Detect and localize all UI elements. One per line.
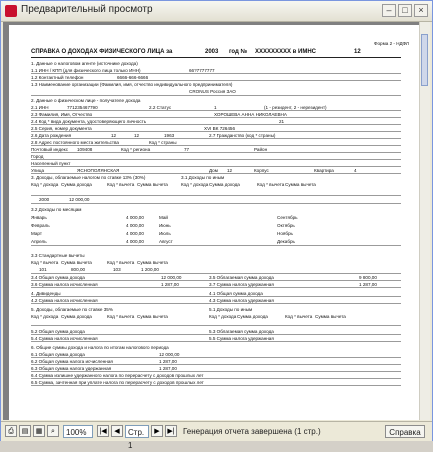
s5-col-deduction-sum: Сумма вычета: [137, 314, 168, 319]
s5-col-deduction-code: Код * вычета: [107, 314, 135, 319]
col-deduction-sum-2: Сумма вычета: [285, 182, 316, 187]
month-label: Январь: [31, 215, 47, 220]
s5-5-label: 5.5 Сумма налога удержанная: [209, 336, 274, 341]
col-deduction-sum: Сумма вычета: [137, 182, 168, 187]
std-col-sum: Сумма вычета: [61, 260, 92, 265]
s5-col-income-code: Код * дохода: [31, 314, 59, 319]
form-rule: [31, 325, 401, 326]
form-rule: [31, 357, 401, 358]
form-code: Форма 2 - НДФЛ: [374, 41, 409, 46]
help-button[interactable]: Справка: [385, 425, 425, 438]
settlement-label: Населенный пункт: [31, 161, 71, 166]
form-rule: [31, 138, 401, 139]
month-value: 4 000,00: [126, 231, 144, 236]
maximize-icon[interactable]: □: [398, 4, 412, 17]
s2-heading: 2. Данные о физическом лице - получателе дохода: [31, 98, 141, 103]
s3-4-label: 3.4 Общая сумма дохода: [31, 275, 85, 280]
std-2-code: 103: [113, 267, 121, 272]
s2-8-country: Код * страны: [149, 140, 177, 145]
std-2-sum: 1 200,00: [141, 267, 159, 272]
form-rule: [31, 245, 401, 246]
s3-6-label: 3.6 Сумма налога исчисленная: [31, 282, 98, 287]
korpus-label: Корпус: [254, 168, 269, 173]
s2-3-label: 2.3 Фамилия, Имя, Отчество: [31, 112, 93, 117]
s6-1-value: 12 000,00: [159, 352, 180, 357]
form-rule: [31, 110, 401, 111]
district-label: Район: [254, 147, 268, 152]
month-value: 4 000,00: [126, 223, 144, 228]
s2-6-year: 1963: [164, 133, 175, 138]
s5-col-income-sum-2: Сумма дохода: [237, 314, 268, 319]
s4-heading: 4. Дивиденды: [31, 291, 61, 296]
preview-viewport: [3, 22, 430, 420]
preview-toolbar: [1, 421, 432, 450]
region-label: Код * региона: [121, 147, 151, 152]
s6-2-value: 1 287,00: [159, 359, 177, 364]
s5-col-income-code-2: Код * дохода: [209, 314, 237, 319]
s2-5-value: XVI ВК 726456: [204, 126, 236, 131]
col-deduction-code-2: Код * вычета: [257, 182, 285, 187]
std-col-code: Код * вычета: [31, 260, 59, 265]
income-row-sum: 12 000,00: [69, 197, 90, 202]
s6-3-value: 1 287,00: [159, 366, 177, 371]
s4-3-label: 4.3 Сумма налога удержанная: [209, 298, 274, 303]
s5-4-label: 5.4 Сумма налога исчисленная: [31, 336, 98, 341]
s5-col-deduction-code-2: Код * вычета: [285, 314, 313, 319]
month-label: Сентябрь: [277, 215, 298, 220]
form-rule: [31, 145, 401, 146]
form-rule: [31, 117, 401, 118]
report-year: 2003: [205, 49, 219, 55]
zoom-select[interactable]: 100%: [63, 425, 93, 438]
minimize-icon[interactable]: –: [382, 4, 396, 17]
s2-7-label: 2.7 Гражданство (код * страны): [209, 133, 276, 138]
s3-1-heading: 3.1 Доходы по иным: [181, 175, 225, 180]
col-income-code-2: Код * дохода: [181, 182, 209, 187]
s6-1-label: 6.1 Общая сумма дохода: [31, 352, 85, 357]
s3-4-value: 12 000,00: [161, 275, 182, 280]
s2-2-label: 2.2 Статус: [149, 105, 172, 110]
ndfl-report: [9, 25, 419, 420]
col-income-sum: Сумма дохода: [61, 182, 92, 187]
apartment-label: Квартира: [314, 168, 334, 173]
form-rule: [31, 280, 401, 281]
form-rule: [31, 364, 401, 365]
search-icon[interactable]: ⌕: [47, 425, 59, 437]
month-label: Май: [159, 215, 168, 220]
report-title: СПРАВКА О ДОХОДАХ ФИЗИЧЕСКОГО ЛИЦА за: [31, 49, 173, 55]
window-title: Предварительный просмотр: [21, 4, 153, 15]
form-rule: [31, 124, 401, 125]
s2-2-value: 1: [214, 105, 217, 110]
std-1-sum: 800,00: [71, 267, 86, 272]
title-bar: [1, 1, 432, 22]
col-deduction-code: Код * вычета: [107, 182, 135, 187]
report-page: [9, 25, 419, 420]
form-rule: [31, 195, 401, 196]
s4-2-label: 4.2 Сумма налога исчисленная: [31, 298, 98, 303]
last-page-icon[interactable]: ▶|: [165, 425, 177, 437]
s1-2-label: 1.2 Контактный телефон: [31, 75, 84, 80]
form-rule: [31, 385, 401, 386]
s5-heading: 5. Доходы, облагаемые по ставке 35%: [31, 307, 113, 312]
city-label: Город: [31, 154, 44, 159]
first-page-icon[interactable]: |◀: [97, 425, 109, 437]
std-1-code: 101: [39, 267, 47, 272]
s2-5-label: 2.5 Серия, номер документа: [31, 126, 92, 131]
vertical-scrollbar[interactable]: [419, 22, 430, 420]
print-icon[interactable]: ⎙: [5, 425, 17, 437]
form-rule: [31, 73, 401, 74]
window-controls: [382, 4, 428, 17]
page-number-field[interactable]: Стр. 1: [125, 425, 149, 438]
s3-5-label: 3.5 Облагаемая сумма дохода: [209, 275, 274, 280]
form-rule: [31, 378, 401, 379]
s2-2-note: (1 - резидент, 2 - нерезидент): [264, 105, 327, 110]
income-row-code: 2000: [39, 197, 50, 202]
month-label: Февраль: [31, 223, 50, 228]
rule: [31, 57, 401, 58]
form-rule: [31, 273, 401, 274]
zip-label: Почтовый индекс: [31, 147, 69, 152]
s2-1-label: 2.1 ИНН: [31, 105, 49, 110]
month-label: Октябрь: [277, 223, 295, 228]
s3-2-heading: 3.2 Доходы по месяцам: [31, 207, 82, 212]
street-label: Улица: [31, 168, 45, 173]
month-label: Июль: [159, 231, 171, 236]
s4-1-label: 4.1 Общая сумма дохода: [209, 291, 263, 296]
form-rule: [31, 159, 401, 160]
form-rule: [31, 173, 401, 174]
scrollbar-thumb[interactable]: [421, 34, 428, 86]
report-imns: 12: [354, 49, 361, 55]
s6-heading: 6. Общие суммы дохода и налога по итогам налогового периода: [31, 345, 169, 350]
report-no-label: год №: [229, 49, 248, 55]
close-icon[interactable]: ×: [414, 4, 428, 17]
s1-heading: 1. Данные о налоговом агенте (источнике дохода): [31, 61, 138, 66]
s5-col-income-sum: Сумма дохода: [61, 314, 92, 319]
s6-5-label: 6.5 Сумма, зачтенная при уплате налога по перерасчету с доходов прошлых лет: [31, 380, 204, 385]
form-rule: [31, 95, 401, 96]
s1-1-value: 66?7777777: [189, 68, 215, 73]
setup-icon[interactable]: ▦: [33, 425, 45, 437]
month-label: Апрель: [31, 239, 47, 244]
month-label: Август: [159, 239, 173, 244]
month-label: Ноябрь: [277, 231, 293, 236]
s3-6-value: 1 287,00: [161, 282, 179, 287]
s5-2-label: 5.2 Общая сумма дохода: [31, 329, 85, 334]
std-col-sum-2: Сумма вычета: [137, 260, 168, 265]
prev-page-icon[interactable]: ◀: [111, 425, 123, 437]
s1-2-value: 6666-666-6666: [117, 75, 149, 80]
report-no-value: XXXXXXXXX в ИМНС: [255, 49, 317, 55]
s1-3-value: CRONUS Россия ЗАО: [189, 89, 236, 94]
next-page-icon[interactable]: ▶: [151, 425, 163, 437]
zip-value: 109408: [77, 147, 93, 152]
form-rule: [31, 80, 401, 81]
s5-3-label: 5.3 Облагаемая сумма дохода: [209, 329, 274, 334]
app-icon: [5, 5, 17, 17]
form-rule: [31, 131, 401, 132]
status-text: Генерация отчета завершена (1 стр.): [183, 427, 321, 436]
s2-3-value: ХОРОШЕВА АННА НИКОЛАЕВНА: [214, 112, 287, 117]
month-label: Июнь: [159, 223, 171, 228]
house-value: 12: [227, 168, 233, 173]
form-rule: [31, 166, 401, 167]
form-rule: [31, 303, 401, 304]
s2-1-value: 771235467790: [67, 105, 98, 110]
s2-6-day: 12: [111, 133, 117, 138]
s2-8-label: 2.8 Адрес постоянного места жительства: [31, 140, 119, 145]
form-rule: [31, 152, 401, 153]
form-rule: [31, 334, 401, 335]
save-icon[interactable]: ▤: [19, 425, 31, 437]
s2-4-value: 21: [279, 119, 285, 124]
apartment-value: 4: [354, 168, 357, 173]
s6-2-label: 6.2 Общая сумма налога исчисленная: [31, 359, 113, 364]
std-col-code-2: Код * вычета: [107, 260, 135, 265]
form-rule: [31, 341, 401, 342]
s3-5-value: 9 800,00: [359, 275, 377, 280]
s5-col-deduction-sum-2: Сумма вычета: [315, 314, 346, 319]
month-value: 4 000,00: [126, 239, 144, 244]
month-label: Март: [31, 231, 42, 236]
s5-1-heading: 5.1 Доходы по иным: [209, 307, 253, 312]
s3-7-label: 3.7 Сумма налога удержанная: [209, 282, 274, 287]
s2-6-month: 12: [134, 133, 140, 138]
s1-1-label: 1.1 ИНН / КПП (для физического лица только ИНН): [31, 68, 141, 73]
region-value: 77: [184, 147, 190, 152]
s6-3-label: 6.3 Общая сумма налога удержанная: [31, 366, 112, 371]
month-value: 4 000,00: [126, 215, 144, 220]
month-label: Декабрь: [277, 239, 295, 244]
col-income-code: Код * дохода: [31, 182, 59, 187]
col-income-sum-2: Сумма дохода: [209, 182, 240, 187]
s3-heading: 3. Доходы, облагаемые налогом по ставке 13% (30%): [31, 175, 146, 180]
s2-6-label: 2.6 Дата рождения: [31, 133, 72, 138]
form-rule: [31, 371, 401, 372]
form-rule: [31, 203, 401, 204]
form-rule: [31, 287, 401, 288]
s2-4-label: 2.4 Код * вида документа, удостоверяющего личность: [31, 119, 147, 124]
s1-3-label: 1.3 Наименование организации (Фамилия, имя, отчество индивидуального предпринимателя): [31, 82, 233, 87]
house-label: Дом: [209, 168, 218, 173]
s6-4-label: 6.4 Сумма излишне удержанного налога по перерасчету с доходов прошлых лет: [31, 373, 204, 378]
s3-3-heading: 3.3 Стандартные вычеты: [31, 253, 85, 258]
s3-7-value: 1 287,00: [359, 282, 377, 287]
form-rule: [31, 296, 401, 297]
street-value: ЯСНОПОЛЯНСКАЯ: [77, 168, 120, 173]
